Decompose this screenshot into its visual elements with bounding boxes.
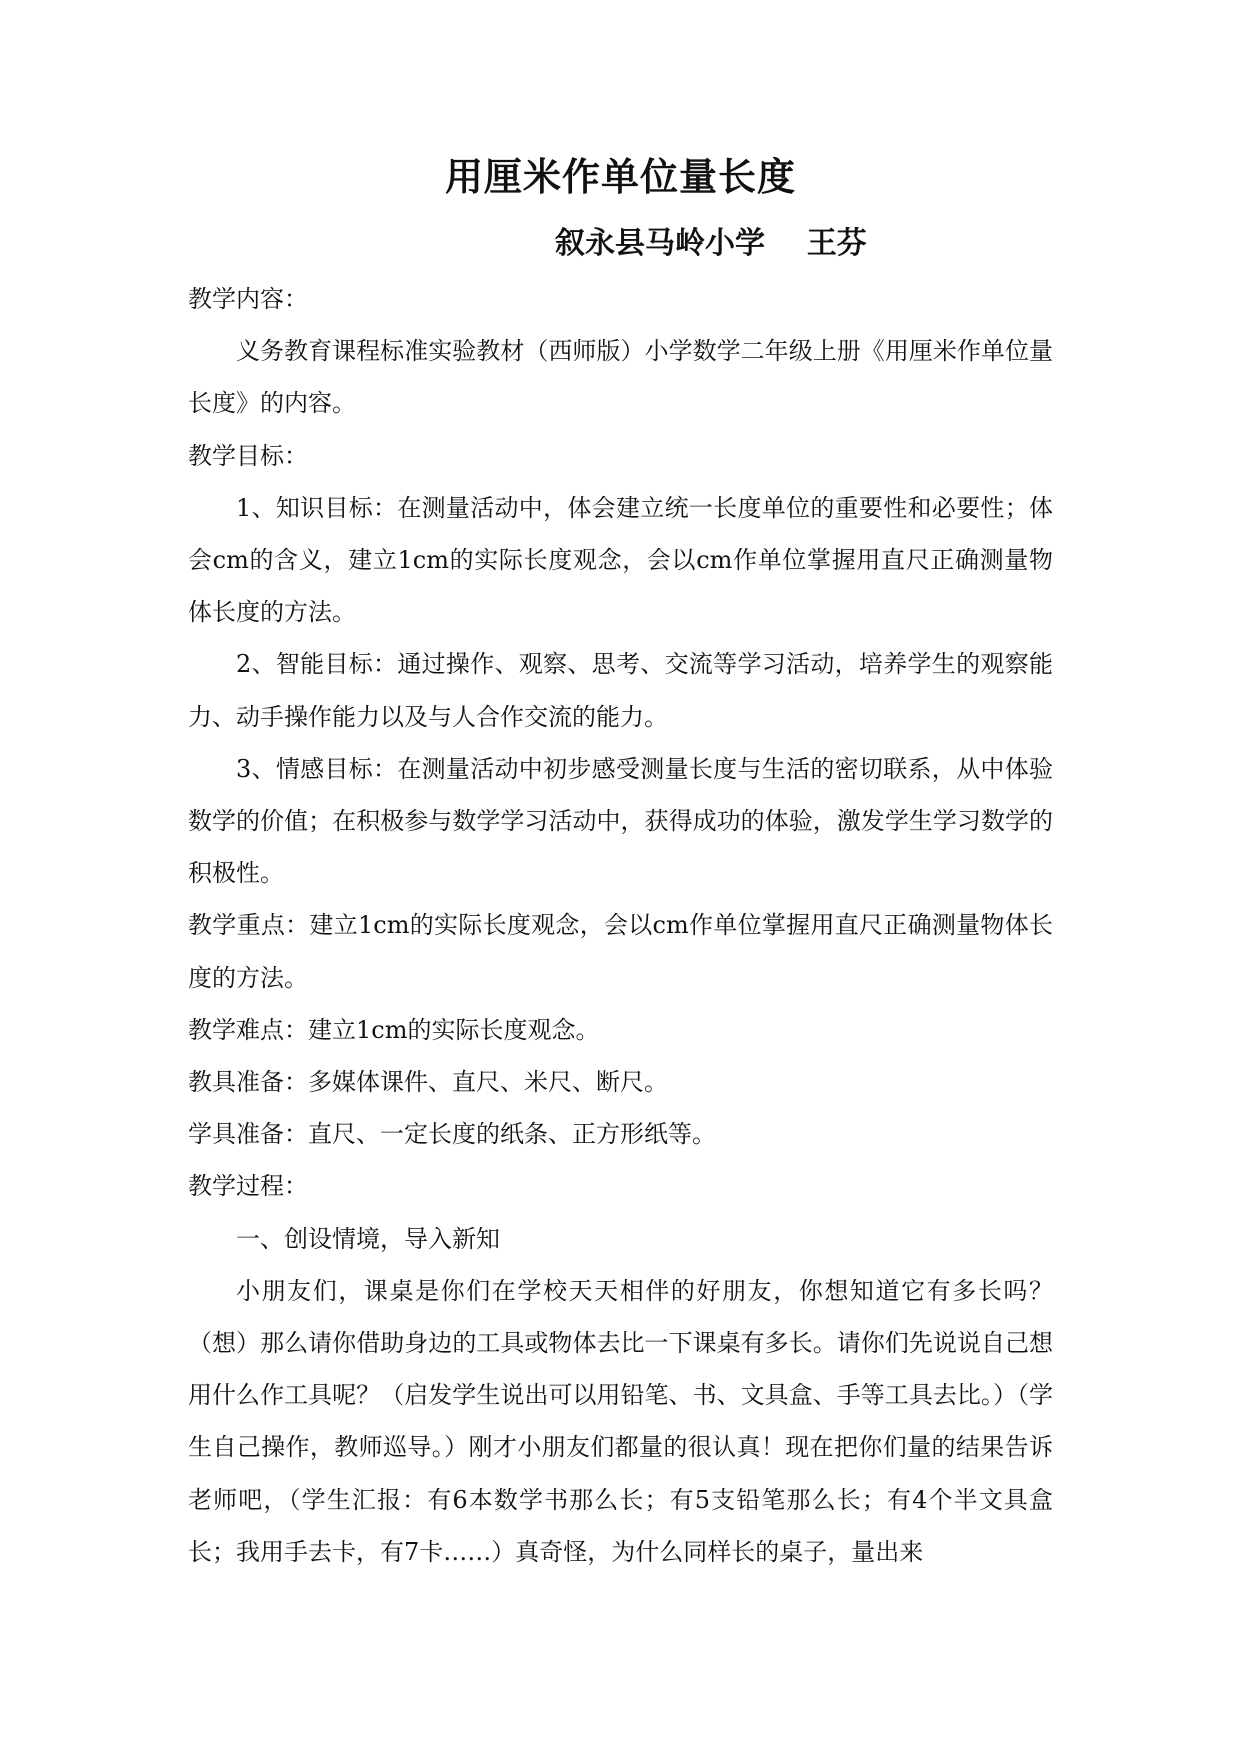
section-heading-goals: 教学目标： xyxy=(188,441,308,470)
paragraph-teacher-tools: 教具准备：多媒体课件、直尺、米尺、断尺。 xyxy=(188,1068,668,1097)
subheading-step-one: 一、创设情境，导入新知 xyxy=(236,1224,500,1253)
paragraph-goal-emotion: 3、情感目标：在测量活动中初步感受测量长度与生活的密切联系，从中体验数学的价值；在积极参与数学学习活动中，获得成功的体验，激发学生学习数学的积极性。 xyxy=(188,754,1053,888)
section-heading-process: 教学过程： xyxy=(188,1172,308,1201)
paragraph-step-one-body: 小朋友们，课桌是你们在学校天天相伴的好朋友，你想知道它有多长吗？（想）那么请你借助身边的工具或物体去比一下课桌有多长。请你们先说说自己想用什么作工具呢？（启发学生说出可以用铅笔、书、文具盒、手等工具去比。）（学生自己操作，教师巡导。）刚才小朋友们都量的很认真！现在把你们量的结果告诉老师吧，（学生汇报：有6本数学书那么长；有5支铅笔那么长；有4个半文具盒长；我用手去卡，有7卡……）真奇怪，为什么同样长的桌子，量出来 xyxy=(188,1276,1053,1566)
paragraph-difficulty: 教学难点：建立1cm的实际长度观念。 xyxy=(188,1015,600,1044)
document-title: 用厘米作单位量长度 xyxy=(444,154,796,199)
paragraph-goal-ability: 2、智能目标：通过操作、观察、思考、交流等学习活动，培养学生的观察能力、动手操作能力以及与人合作交流的能力。 xyxy=(188,650,1053,731)
paragraph-content: 义务教育课程标准实验教材（西师版）小学数学二年级上册《用厘米作单位量长度》的内容。 xyxy=(188,337,1053,418)
section-heading-content: 教学内容： xyxy=(188,285,308,313)
paragraph-student-tools: 学具准备：直尺、一定长度的纸条、正方形纸等。 xyxy=(188,1120,716,1149)
author-line: 叙永县马岭小学 王芬 xyxy=(555,226,867,261)
document-body xyxy=(188,273,1053,1578)
paragraph-key-point: 教学重点：建立1cm的实际长度观念，会以cm作单位掌握用直尺正确测量物体长度的方法。 xyxy=(188,911,1053,992)
paragraph-goal-knowledge: 1、知识目标：在测量活动中，体会建立统一长度单位的重要性和必要性；体会cm的含义，建立1cm的实际长度观念，会以cm作单位掌握用直尺正确测量物体长度的方法。 xyxy=(188,493,1053,627)
